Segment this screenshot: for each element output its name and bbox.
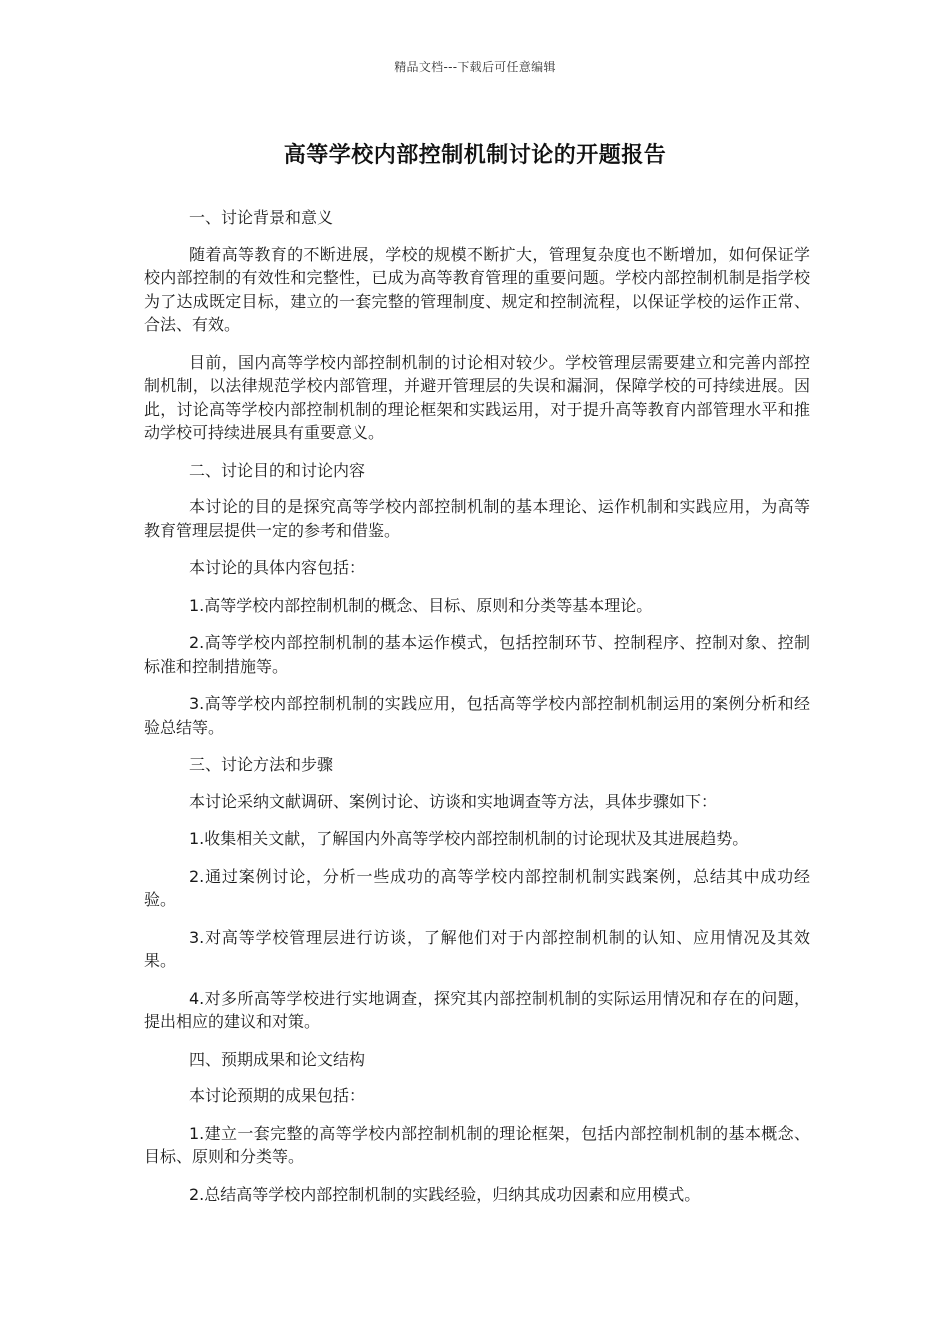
paragraph-outcomes-intro: 本讨论预期的成果包括： bbox=[189, 1086, 366, 1105]
section-heading-purpose: 二、讨论目的和讨论内容 bbox=[189, 460, 366, 480]
paragraph-methods-intro: 本讨论采纳文献调研、案例讨论、访谈和实地调查等方法，具体步骤如下： bbox=[189, 791, 718, 811]
list-item-method-3: 3.对高等学校管理层进行访谈，了解他们对于内部控制机制的认知、应用情况及其效果。 bbox=[144, 927, 810, 970]
list-item-method-1: 1.收集相关文献，了解国内外高等学校内部控制机制的讨论现状及其进展趋势。 bbox=[189, 829, 749, 848]
section-heading-outcomes: 四、预期成果和论文结构 bbox=[189, 1049, 366, 1069]
list-item-content-1: 1.高等学校内部控制机制的概念、目标、原则和分类等基本理论。 bbox=[189, 595, 653, 615]
paragraph-purpose: 本讨论的目的是探究高等学校内部控制机制的基本理论、运作机制和实践应用，为高等教育管理层提供一定的参考和借鉴。 bbox=[144, 497, 810, 540]
list-item-method-2: 2.通过案例讨论，分析一些成功的高等学校内部控制机制实践案例，总结其中成功经验。 bbox=[144, 866, 810, 909]
list-item-outcome-1: 1.建立一套完整的高等学校内部控制机制的理论框架，包括内部控制机制的基本概念、目标、原则和分类等。 bbox=[144, 1123, 810, 1166]
list-item-method-4: 4.对多所高等学校进行实地调查，探究其内部控制机制的实际运用情况和存在的问题，提出相应的建议和对策。 bbox=[144, 988, 810, 1031]
list-item-content-3: 3.高等学校内部控制机制的实践应用，包括高等学校内部控制机制运用的案例分析和经验总结等。 bbox=[144, 694, 810, 737]
section-heading-methods: 三、讨论方法和步骤 bbox=[189, 755, 334, 774]
list-item-outcome-2: 2.总结高等学校内部控制机制的实践经验，归纳其成功因素和应用模式。 bbox=[189, 1184, 701, 1204]
paragraph-background-2: 目前，国内高等学校内部控制机制的讨论相对较少。学校管理层需要建立和完善内部控制机制，以法律规范学校内部管理，并避开管理层的失误和漏洞，保障学校的可持续进展。因此，讨论高等学校内部控制机制的理论框架和实践运用，对于提升高等教育内部管理水平和推动学校可持续进展具有重要意义。 bbox=[144, 352, 810, 442]
paragraph-background-1: 随着高等教育的不断进展，学校的规模不断扩大，管理复杂度也不断增加，如何保证学校内部控制的有效性和完整性，已成为高等教育管理的重要问题。学校内部控制机制是指学校为了达成既定目标，建立的一套完整的管理制度、规定和控制流程，以保证学校的运作正常、合法、有效。 bbox=[144, 244, 810, 334]
document-title: 高等学校内部控制机制讨论的开题报告 bbox=[283, 143, 667, 168]
list-item-content-2: 2.高等学校内部控制机制的基本运作模式，包括控制环节、控制程序、控制对象、控制标准和控制措施等。 bbox=[144, 633, 810, 676]
header-note: 精品文档---下载后可任意编辑 bbox=[394, 60, 556, 74]
document-body bbox=[144, 206, 810, 1220]
section-heading-background: 一、讨论背景和意义 bbox=[189, 208, 334, 227]
paragraph-content-intro: 本讨论的具体内容包括： bbox=[189, 558, 366, 577]
